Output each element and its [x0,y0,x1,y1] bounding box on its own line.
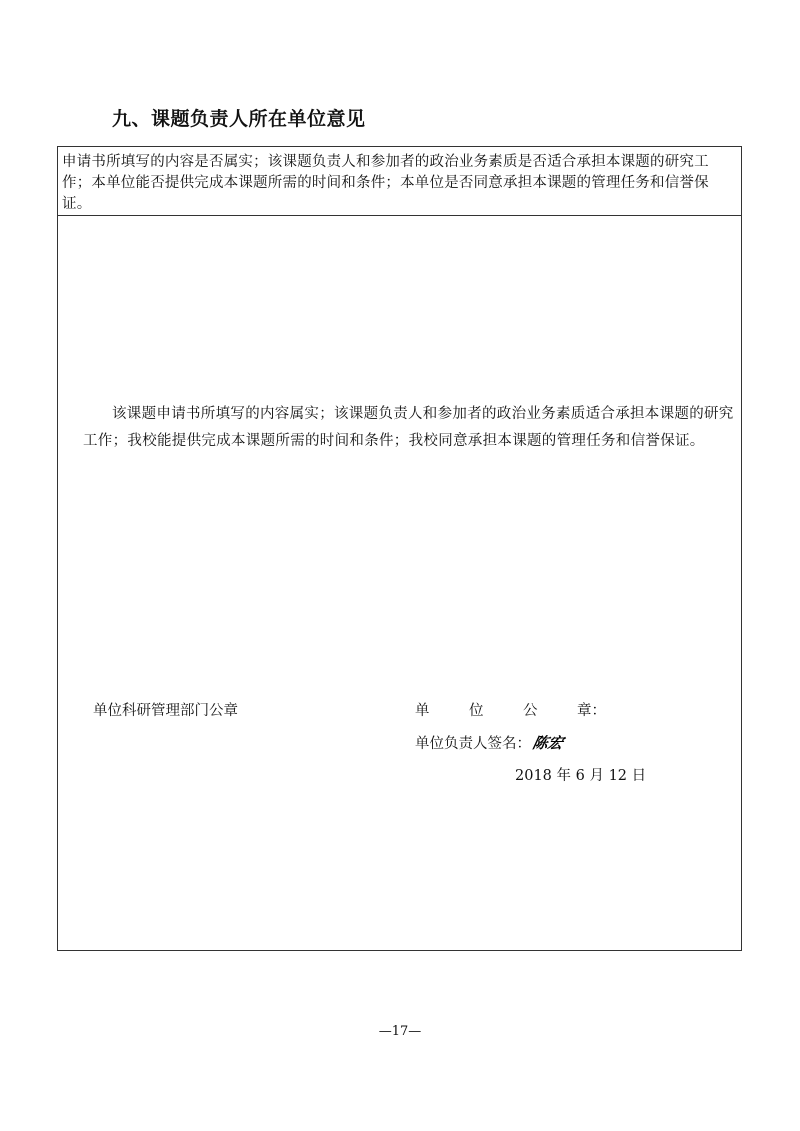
unit-stamp-label [415,699,606,720]
head-signature-line [415,732,563,753]
opinion-text: 该课题申请书所填写的内容属实；该课题负责人和参加者的政治业务素质适合承担本课题的研究工作；我校能提供完成本课题所需的时间和条件；我校同意承担本课题的管理任务和信誉保证。 [83,406,734,449]
page-number: —17— [378,1024,422,1039]
unit-stamp-char-3: 公 [523,703,538,719]
research-dept-stamp-label: 单位科研管理部门公章 [93,703,238,719]
sign-date: 2018 年 6 月 12 日 [515,768,647,784]
unit-stamp-char-1: 单 [415,703,430,719]
instruction-cell: 申请书所填写的内容是否属实；该课题负责人和参加者的政治业务素质是否适合承担本课题的研究工作；本单位能否提供完成本课题所需的时间和条件；本单位是否同意承担本课题的管理任务和信誉保证。 [58,147,741,216]
head-signature: 陈宏 [530,734,565,752]
unit-stamp-char-4: 章： [577,703,606,719]
head-signature-label: 单位负责人签名： [415,736,531,752]
opinion-table [57,146,742,951]
unit-stamp-char-2: 位 [469,703,484,719]
section-title: 九、课题负责人所在单位意见 [112,108,366,130]
